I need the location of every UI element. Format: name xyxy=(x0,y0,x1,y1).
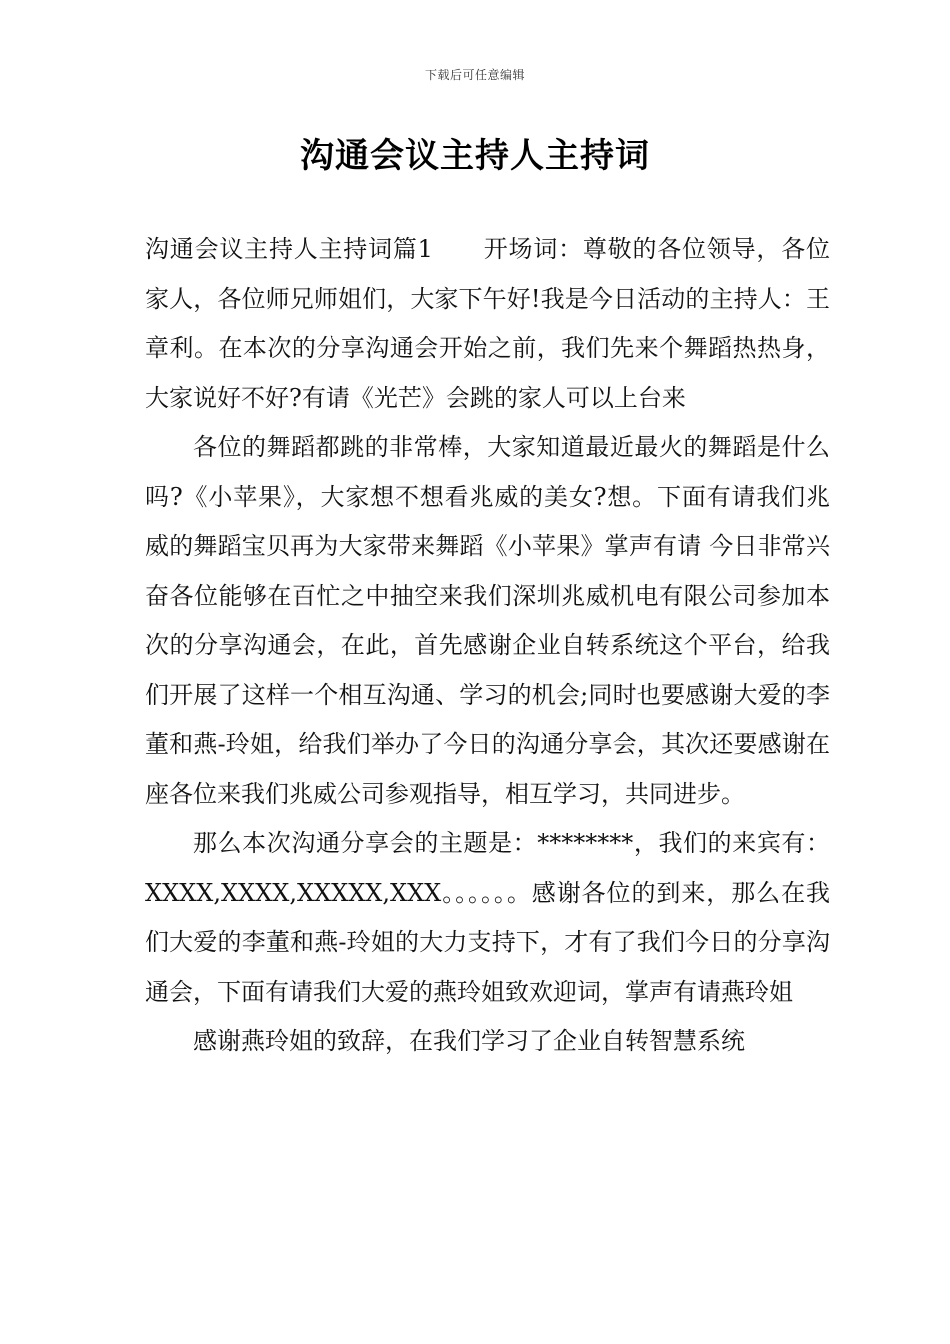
paragraph-1-text: 开场词：尊敬的各位领导，各位家人，各位师兄师姐们，大家下午好!我是今日活动的主持人：王章利。在本次的分享沟通会开始之前，我们先来个舞蹈热热身，大家说好不好?有请《光芒》会跳的家人可以上台来 xyxy=(145,235,830,412)
paragraph-1-lead: 沟通会议主持人主持词篇1 xyxy=(145,235,433,263)
paragraph-1 xyxy=(145,225,830,423)
paragraph-2: 各位的舞蹈都跳的非常棒，大家知道最近最火的舞蹈是什么吗?《小苹果》，大家想不想看兆威的美女?想。下面有请我们兆威的舞蹈宝贝再为大家带来舞蹈《小苹果》掌声有请 今日非常兴奋各位能够在百忙之中抽空来我们深圳兆威机电有限公司参加本次的分享沟通会，在此，首先感谢企业自转系统这个平台，给我们开展了这样一个相互沟通、学习的机会;同时也要感谢大爱的李董和燕-玲姐，给我们举办了今日的沟通分享会，其次还要感谢在座各位来我们兆威公司参观指导，相互学习，共同进步。 xyxy=(145,433,830,808)
paragraph-3: 那么本次沟通分享会的主题是：********，我们的来宾有：XXXX,XXXX,XXXXX,XXX。。。。。。感谢各位的到来，那么在我们大爱的李董和燕-玲姐的大力支持下，才有了我们今日的分享沟通会，下面有请我们大爱的燕玲姐致欢迎词，掌声有请燕玲姐 xyxy=(145,829,830,1006)
document-body xyxy=(145,225,830,1067)
paragraph-4: 感谢燕玲姐的致辞，在我们学习了企业自转智慧系统 xyxy=(193,1027,745,1055)
header-note: 下载后可任意编辑 xyxy=(424,68,525,82)
document-title: 沟通会议主持人主持词 xyxy=(300,136,650,176)
